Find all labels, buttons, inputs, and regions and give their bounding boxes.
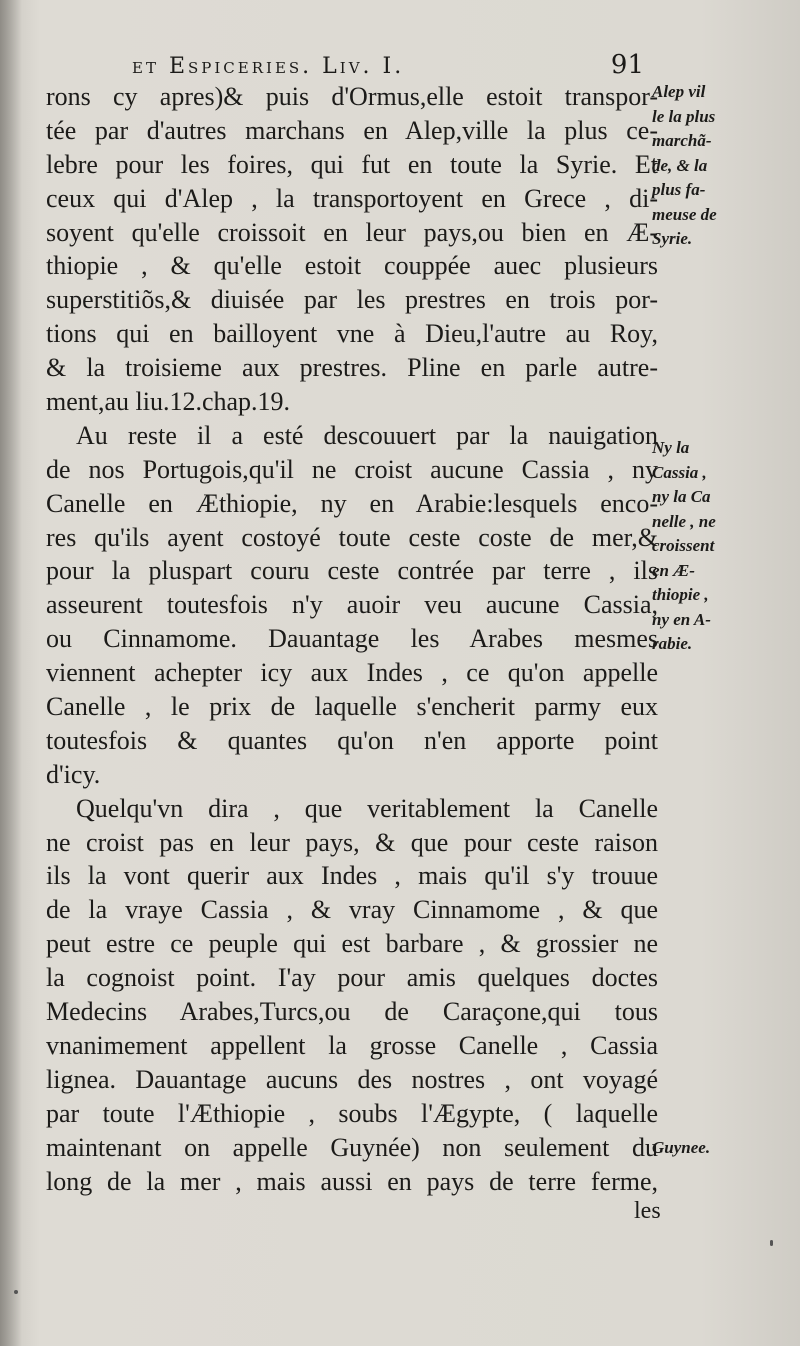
text-line: maintenant on appelle Guynée) non seulement du: [46, 1132, 658, 1162]
text-line: de la vraye Cassia , & vray Cinnamome , & que: [46, 895, 658, 925]
note-line: plus fa-: [652, 180, 706, 199]
text-line: de nos Portugois,qu'il ne croist aucune Cassia , ny: [46, 454, 658, 484]
paper-speck: [14, 1290, 18, 1294]
paper-speck: [770, 1240, 773, 1246]
note-line: marchã-: [652, 131, 712, 150]
note-line: en Æ-: [652, 560, 695, 580]
text-line: Medecins Arabes,Turcs,ou de Caraçone,qui tous: [46, 997, 658, 1027]
page-number: 91: [610, 50, 644, 80]
text-line: par toute l'Æthiopie , soubs l'Ægypte, ( laquelle: [46, 1098, 658, 1128]
text-line: res qu'ils ayent costoyé toute ceste coste de mer,&: [46, 522, 658, 552]
text-line: toutesfois & quantes qu'on n'en apporte point: [46, 725, 658, 755]
note-line: Ny la: [652, 438, 690, 457]
text-line: superstitiõs,& diuisée par les prestres en trois por-: [46, 285, 658, 315]
text-line: ment,au liu.12.chap.19.: [46, 387, 291, 417]
text-line: ne croist pas en leur pays, & que pour ceste raison: [46, 827, 658, 857]
note-line: meuse de: [652, 204, 717, 224]
margin-note-guynee: [652, 1136, 792, 1161]
text-line: ceux qui d'Alep , la transportoyent en Grece , di-: [46, 183, 658, 213]
note-line: thiopie ,: [652, 585, 709, 604]
note-line: nelle , ne: [652, 511, 716, 531]
text-line: la cognoist point. I'ay pour amis quelques doctes: [46, 963, 658, 993]
text-line: d'icy.: [46, 759, 101, 789]
note-line: le la plus: [652, 106, 716, 126]
text-line: pour la pluspart couru ceste contrée par terre , ils: [46, 556, 658, 586]
note-line: Cassia ,: [652, 462, 707, 482]
text-line: asseurent toutesfois n'y auoir veu aucune Cassia,: [46, 590, 658, 620]
note-line: de, & la: [652, 155, 708, 175]
paragraph-1: [46, 80, 658, 419]
text-line: lignea. Dauantage aucuns des nostres , ont voyagé: [46, 1064, 658, 1094]
margin-note-cassia: [652, 436, 792, 657]
running-head: et Espiceries. Liv. I.: [132, 54, 405, 79]
text-line: viennent achepter icy aux Indes , ce qu'on appelle: [46, 658, 658, 688]
text-line: & la troisieme aux prestres. Pline en parle autre-: [46, 353, 658, 383]
note-line: Alep vil: [652, 82, 706, 101]
text-line: Au reste il a esté descouuert par la nauigation: [76, 420, 658, 450]
text-line: Quelqu'vn dira , que veritablement la Canelle: [76, 793, 658, 823]
text-line: tée par d'autres marchans en Alep,ville la plus ce-: [46, 115, 658, 145]
text-line: peut estre ce peuple qui est barbare , & grossier ne: [46, 929, 658, 959]
note-line: Guynee.: [652, 1138, 711, 1157]
note-line: croissent: [652, 536, 715, 555]
note-line: ny la Ca: [652, 487, 711, 506]
note-line: Syrie.: [652, 229, 693, 248]
margin-note-alep: [652, 80, 792, 252]
text-line: long de la mer , mais aussi en pays de terre ferme,: [46, 1166, 658, 1196]
text-line: thiopie , & qu'elle estoit couppée auec plusieurs: [46, 251, 658, 281]
note-line: ny en A-: [652, 609, 711, 629]
text-line: soyent qu'elle croissoit en leur pays,ou bien en Æ-: [46, 217, 658, 247]
text-line: ou Cinnamome. Dauantage les Arabes mesmes: [46, 624, 658, 654]
text-line: tions qui en bailloyent vne à Dieu,l'autre au Roy,: [46, 319, 658, 349]
text-line: lebre pour les foires, qui fut en toute la Syrie. Et: [46, 149, 658, 179]
catchword: les: [634, 1198, 661, 1224]
gutter-shadow: [0, 0, 22, 1346]
main-text: [46, 80, 658, 1198]
paragraph-2: [46, 419, 658, 792]
paragraph-3: [46, 792, 658, 1199]
page-header: [132, 48, 652, 84]
text-line: vnanimement appellent la grosse Canelle , Cassia: [46, 1030, 658, 1060]
text-line: ils la vont querir aux Indes , mais qu'il s'y trouue: [46, 861, 658, 891]
text-line: Canelle , le prix de laquelle s'encherit parmy eux: [46, 692, 658, 722]
text-line: rons cy apres)& puis d'Ormus,elle estoit transpor-: [46, 82, 658, 111]
text-line: Canelle en Æthiopie, ny en Arabie:lesquels enco-: [46, 488, 658, 518]
note-line: rabie.: [652, 634, 693, 653]
